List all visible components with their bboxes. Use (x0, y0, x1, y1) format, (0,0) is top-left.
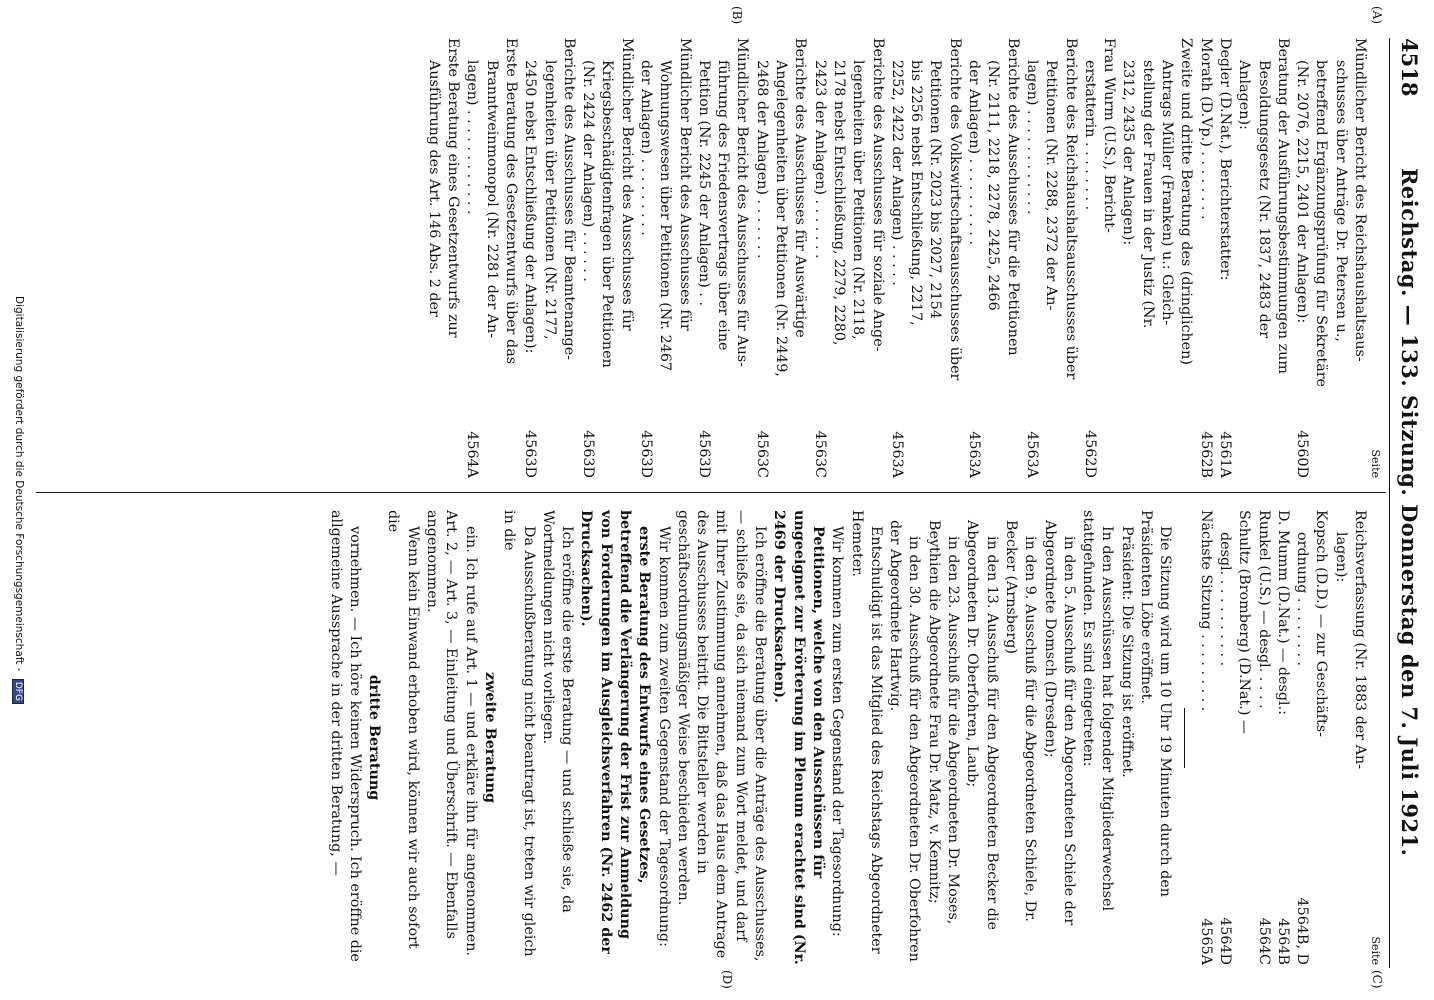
toc-line: Erste Beratung des Gesetzentwurfs über das (502, 38, 519, 365)
page-header (1392, 38, 1422, 968)
toc-entry-text (1273, 510, 1292, 897)
toc-entry-text (1022, 38, 1080, 410)
toc-line: Angelegenheiten über Petitionen (Nr. 2449, (773, 60, 790, 377)
toc-line: Reichsverfassung (Nr. 1883 der An- (1352, 510, 1368, 770)
toc-line: Wohnungswesen über Petitionen (Nr. 2467 (657, 60, 674, 372)
toc-line: desgl. . . . . . . . . . . (1216, 532, 1233, 667)
toc-entry (1330, 510, 1369, 965)
toc-entry (1118, 38, 1195, 478)
toc-line: lagen) . . . . . . . . . . . . (464, 60, 481, 215)
toc-page-ref: 4564B, D (1294, 897, 1311, 965)
toc-line: Antrags Müller (Franken) u.: Gleich- (1159, 60, 1176, 326)
toc-entry-text (964, 38, 1022, 410)
toc-line: lagen) . . . . . . . . . . . . (1023, 60, 1040, 215)
toc-list (423, 38, 1369, 478)
toc-line: Ausführung des Art. 146 Abs. 2 der (425, 60, 442, 317)
toc-line: 2468 der Anlagen) . . . . . . . (753, 60, 770, 259)
toc-line: Mündlicher Bericht des Ausschusses für Aus- (734, 38, 751, 368)
toc-page-ref: 4563C (753, 430, 770, 478)
toc-entry-text (887, 38, 964, 410)
page-number: 4518 (1397, 38, 1422, 97)
toc-entry (1234, 38, 1292, 478)
toc-entry-text (1118, 38, 1195, 410)
toc-line: Mündlicher Bericht des Reichshaushaltsaus- (1352, 38, 1368, 362)
proceedings-paragraph: dritte Beratung (366, 674, 383, 801)
toc-entry (1195, 38, 1214, 478)
toc-page-ref: 4564D (1216, 917, 1233, 965)
toc-entry-text (1080, 38, 1119, 410)
toc-line: Nächste Sitzung . . . . . . . . . (1197, 510, 1214, 712)
toc-page-ref: 4564B (1274, 918, 1291, 965)
toc-list (1195, 510, 1369, 965)
proceedings-paragraph: in den 13. Ausschuß für den Abgeordneten Becker die Abgeordneten Dr. Oberfohren, Laub; (964, 520, 1000, 930)
toc-line: Frau Wurm (U.S.), Bericht- (1101, 38, 1118, 233)
toc-entry-text (636, 38, 694, 410)
toc-line: erstatterin . . . . . . . . (1081, 60, 1098, 211)
toc-entry-text (462, 38, 520, 410)
toc-entry (1215, 510, 1254, 965)
toc-page-ref: 4563A (1023, 431, 1040, 478)
toc-entry-text (1215, 38, 1234, 410)
toc-line: 2252, 2422 der Anlagen) . . . . . (888, 60, 905, 286)
proceedings-paragraph: vornehmen. — Ich höre keinen Widerspruch. Ich eröffne die allgemeine Aussprache in der dritten Beratung, — (327, 510, 363, 962)
footer (12, 0, 25, 1000)
toc-entry (1195, 510, 1214, 965)
proceedings-paragraph: Ich eröffne die erste Beratung — und schließe sie, da Wortmeldungen nicht vorliegen. (539, 510, 576, 913)
toc-line: 2450 nebst Entschließung der Anlagen): (522, 60, 539, 354)
toc-line: bis 2256 nebst Entschließung, 2217, (908, 60, 925, 326)
toc-line: Mündlicher Bericht des Ausschusses für (618, 38, 635, 331)
right-column (325, 510, 1382, 965)
proceedings-paragraph: ein. Ich rufe auf Art. 1 — und erkläre ihn für angenommen. Art. 2, — Art. 3, — Einleitung und Überschrift. — Ebenfalls angenommen. (424, 510, 479, 957)
toc-entry (694, 38, 752, 478)
toc-entry-text (520, 38, 578, 410)
toc-entry (809, 38, 886, 478)
toc-line: der Anlagen) . . . . . . . . . (638, 60, 655, 236)
proceedings-paragraph: in den 5. Ausschuß für den Abgeordneten Schiele der Abgeordnete Domsch (Dresden); (1041, 520, 1077, 926)
toc-line: betreffend Ergänzungsprüfung für Sekretäre (1313, 60, 1330, 388)
toc-line: Schultz (Bromberg) (D.Nat.) — (1236, 510, 1253, 735)
margin-letter-a: (A) (1370, 6, 1384, 25)
toc-page-ref: 4562B (1197, 431, 1214, 478)
toc-entry (964, 38, 1022, 478)
proceedings-paragraph: Wir kommen zum zweiten Gegenstand der Tagesordnung: (655, 526, 672, 947)
toc-line: schusses über Anträge Dr. Petersen u., (1332, 60, 1349, 342)
margin-letter-b: (B) (730, 6, 744, 25)
toc-line: (Nr. 2424 der Anlagen) . . . . . . (580, 60, 597, 282)
toc-entry-text (694, 38, 752, 410)
toc-page-ref: 4563A (888, 431, 905, 478)
proceedings-paragraph: Da Ausschußberatung nicht beantragt ist, treten wir gleich in die (501, 510, 537, 957)
toc-line: 2178 nebst Entschließung, 2279, 2280, (830, 60, 847, 346)
toc-line: Mündlicher Bericht des Ausschusses für (676, 38, 693, 331)
header-rule (1389, 38, 1390, 968)
toc-entry (520, 38, 578, 478)
section-separator (1184, 708, 1185, 768)
margin-letter-d: (D) (720, 970, 734, 989)
toc-line: Berichte des Ausschusses für soziale Ange- (869, 38, 886, 352)
toc-line: Berichte des Ausschusses für Auswärtige (792, 38, 809, 338)
toc-page-ref: 4562D (1081, 430, 1098, 478)
toc-line: Berichte des Ausschusses für die Petitionen (1004, 38, 1021, 356)
toc-page-ref: 4563C (811, 430, 828, 478)
toc-entry-text (1195, 510, 1214, 897)
proceedings-paragraph: in den 9. Ausschuß für die Abgeordneten Schiele, Dr. Becker (Arnsberg) (1002, 520, 1039, 922)
dfg-logo: DFG (12, 679, 24, 704)
toc-line: Berichte des Reichshaushaltsausschusses über (1062, 38, 1079, 380)
toc-page-ref: 4563D (580, 430, 597, 478)
toc-line: 2312, 2435 der Anlagen): (1120, 60, 1137, 246)
proceedings-paragraph: Die Sitzung wird um 10 Uhr 19 Minuten durch den Präsidenten Löbe eröffnet. (1138, 510, 1174, 897)
seite-label: Seite (1369, 936, 1382, 965)
toc-page-ref: 4563D (522, 430, 539, 478)
toc-line: Kriegsbeschädigtenfragen über Petitionen (599, 60, 616, 368)
proceedings-text (325, 510, 1174, 965)
page-title: Reichstag. — 133. Sitzung. Donnerstag den 7. Juli 1921. (1397, 167, 1422, 857)
toc-entry (462, 38, 520, 478)
toc-page-ref: 4563D (638, 430, 655, 478)
toc-line: Anlagen): (1236, 60, 1253, 130)
toc-line: legenheiten über Petitionen (Nr. 2118, (850, 60, 867, 340)
toc-line: (Nr. 2111, 2218, 2278, 2425, 2466 (985, 60, 1002, 311)
footer-text: Digitalisierung gefördert durch die Deutsche Forschungsgemeinschaft - (13, 296, 25, 672)
toc-line: (Nr. 2076, 2215, 2401 der Anlagen): (1294, 60, 1311, 324)
proceedings-paragraph: zweite Beratung (481, 672, 498, 803)
toc-line: Petitionen (Nr. 2023 bis 2027, 2154 (927, 60, 944, 319)
toc-line: Runkel (U.S.) — desgl. . . . . (1255, 510, 1272, 709)
toc-entry (1292, 510, 1331, 965)
toc-entry (423, 38, 462, 478)
toc-line: 2423 der Anlagen) . . . . . . . (811, 60, 828, 259)
column-divider (36, 492, 1386, 493)
seite-label: Seite (1369, 449, 1382, 478)
toc-page-ref: 4563A (966, 431, 983, 478)
toc-line: stellung der Frauen in der Justiz (Nr. (1139, 60, 1156, 329)
toc-line: Berichte des Ausschusses für Beamtenange- (560, 38, 577, 360)
toc-page-ref: 4561A (1216, 431, 1233, 478)
toc-entry (1215, 38, 1234, 478)
toc-line: legenheiten über Petitionen (Nr. 2177, (541, 60, 558, 340)
toc-entry-text (1195, 38, 1214, 410)
proceedings-paragraph: erste Beratung des Entwurfs eines Gesetzes, betreffend die Verlängerung der Frist zur Anmeldung von Forderungen im Ausgleichsverfahren (Nr. 2462 der Drucksachen). (578, 510, 653, 954)
toc-line: Besoldungsgesetz (Nr. 1837, 2483 der (1255, 60, 1272, 339)
toc-entry (887, 38, 964, 478)
toc-page-ref: 4564A (464, 431, 481, 478)
proceedings-paragraph: Petitionen, welche von den Ausschüssen für ungeeignet zur Erörterung im Plenum erachtet sind (Nr. 2469 der Drucksachen). (771, 510, 826, 965)
proceedings-paragraph: Entschuldigt ist das Mitglied des Reichstags Abgeordneter Hemeter. (848, 510, 884, 954)
toc-entry-text (423, 38, 462, 410)
proceedings-paragraph: in den 30. Ausschuß für den Abgeordneten Dr. Oberfohren der Abgeordnete Hartwig. (887, 520, 923, 962)
toc-entry-text (1330, 510, 1369, 897)
toc-line: Beratung der Ausführungsbestimmungen zum (1274, 38, 1291, 374)
proceedings-paragraph: in den 23. Ausschuß für die Abgeordneten Dr. Moses, Beythien die Abgeordnete Frau Dr. Matz, v. Kemnitz; (925, 520, 962, 925)
toc-line: der Anlagen) . . . . . . . . . . (966, 60, 983, 245)
proceedings-paragraph: In den Ausschüssen hat folgender Mitgliederwechsel stattgefunden. Es sind eingetreten: (1080, 510, 1116, 912)
toc-line: lagen): (1332, 532, 1349, 583)
toc-entry (1292, 38, 1369, 478)
toc-entry (1080, 38, 1119, 478)
toc-entry (1253, 510, 1272, 965)
toc-entry-text (1215, 510, 1254, 897)
toc-line: D. Mumm (D.Nat.) — desgl.: (1274, 510, 1291, 715)
toc-page-ref: 4560D (1294, 430, 1311, 478)
proceedings-paragraph: Wenn kein Einwand erhoben wird, können wir auch sofort die (385, 510, 421, 949)
toc-line: ordnung . . . . . . . . (1294, 532, 1311, 667)
toc-entry (752, 38, 810, 478)
toc-page-ref: 4563D (695, 430, 712, 478)
proceedings-paragraph: Wir kommen zum ersten Gegenstand der Tagesordnung: (829, 526, 846, 937)
toc-line: Morath (D.Vp.) . . . . . . . . (1197, 38, 1214, 220)
toc-page-ref: 4565A (1197, 918, 1214, 965)
toc-line: Berichte des Volkswirtschaftsausschusses über (946, 38, 963, 381)
toc-entry-text (1292, 510, 1331, 897)
proceedings-paragraph: Ich eröffne die Beratung über die Anträge des Ausschusses, — schließe sie, da sich niemand zum Wort meldet, und darf mit Ihrer Zustimmung annehmen, daß das Haus dem Antrage des Ausschusses beitritt. Die Bittsteller werden in geschäftsordnungsmäßiger Weise beschieden werden. (674, 510, 769, 962)
toc-line: Erste Beratung eines Gesetzentwurfs zur (445, 38, 462, 338)
toc-entry (578, 38, 636, 478)
toc-entry-text (1292, 38, 1369, 410)
toc-entry (1273, 510, 1292, 965)
toc-entry (636, 38, 694, 478)
left-column (423, 38, 1382, 478)
toc-line: Branntweinmonopol (Nr. 2281 der An- (483, 60, 500, 339)
toc-entry (1022, 38, 1080, 478)
toc-entry-text (809, 38, 886, 410)
toc-line: Petition (Nr. 2245 der Anlagen) . . (695, 60, 712, 306)
toc-line: führung des Friedensvertrags über eine (715, 60, 732, 351)
margin-letter-c: (C) (1370, 970, 1384, 989)
toc-page-ref: 4564C (1255, 917, 1272, 965)
toc-line: Degler (D.Nat.), Berichterstatter: (1216, 38, 1233, 281)
toc-entry-text (578, 38, 636, 410)
toc-entry-text (752, 38, 810, 410)
toc-entry-text (1234, 38, 1292, 410)
toc-entry-text (1253, 510, 1272, 897)
toc-line: Zweite und dritte Beratung des (dringlichen) (1178, 38, 1195, 365)
toc-line: Petitionen (Nr. 2288, 2372 der An- (1043, 60, 1060, 311)
proceedings-paragraph: Präsident: Die Sitzung ist eröffnet. (1118, 526, 1135, 778)
toc-line: Kopsch (D.D.) — zur Geschäfts- (1313, 510, 1330, 737)
